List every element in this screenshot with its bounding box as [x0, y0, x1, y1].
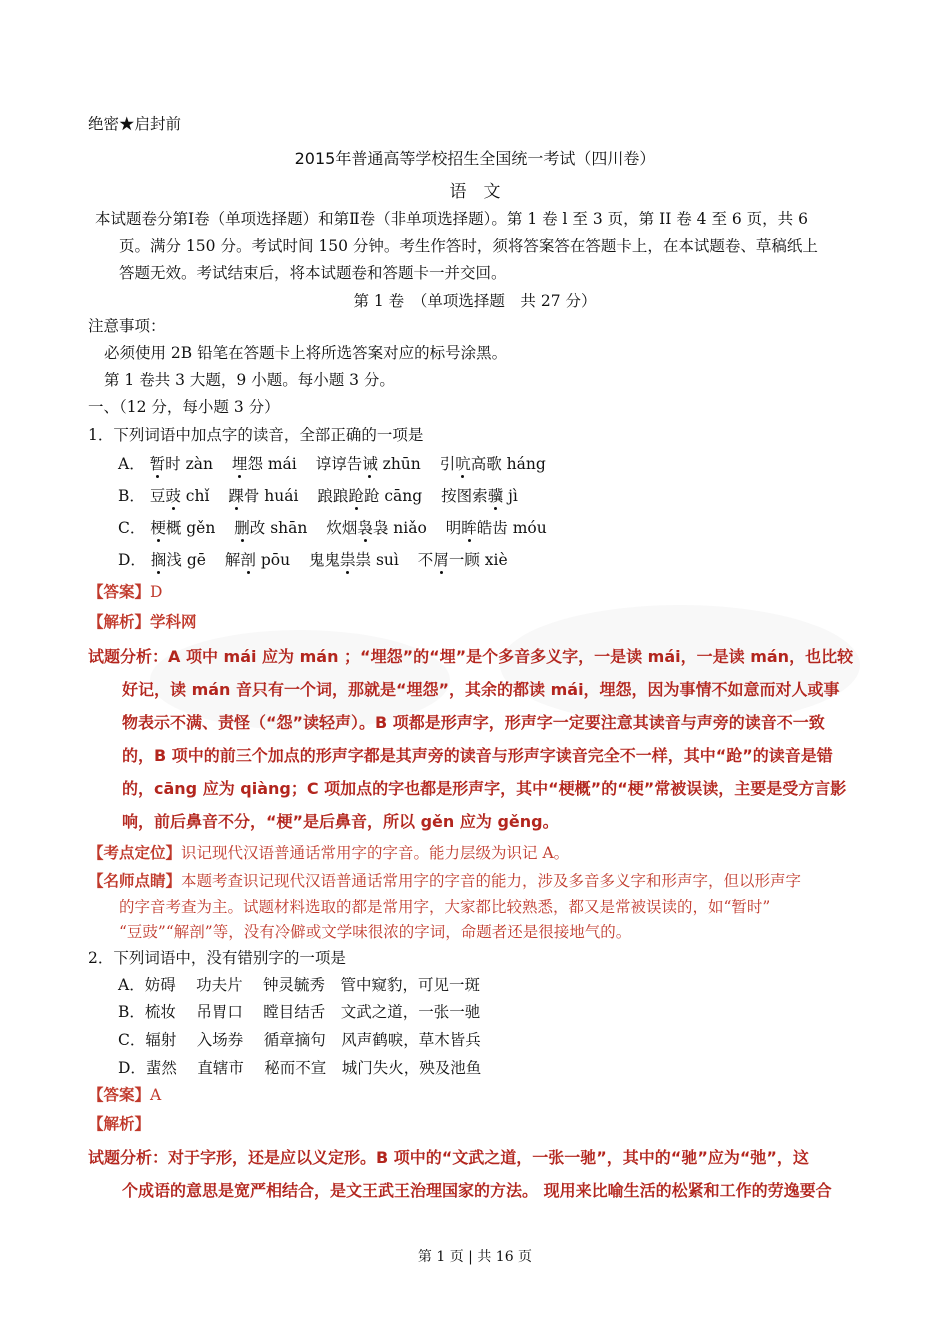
answer-value: D — [150, 583, 163, 601]
q1-option-a — [118, 454, 560, 474]
secret-mark: 绝密★启封前 — [88, 115, 182, 133]
q1-analysis-line-3: 物表示不满、责怪（“怨”读轻声）。B 项都是形声字，形声字一定要注意其读音与声旁的读音不一致 — [122, 713, 825, 732]
option-word: 搁浅 gē — [150, 551, 206, 569]
intro-line-3: 答题无效。考试结束后，将本试题卷和答题卡一并交回。 — [119, 264, 507, 282]
subject-title: 语 文 — [449, 182, 501, 202]
option-word: 踉踉跄跄 cāng — [317, 487, 423, 505]
notice-label: 注意事项： — [88, 317, 166, 335]
option-word: 明眸皓齿 móu — [445, 519, 547, 537]
option-letter: A． — [118, 455, 145, 473]
q1-answer — [88, 582, 162, 602]
q1-analysis-line-1: 试题分析：A 项中 mái 应为 mán ；“埋怨”的“埋”是个多音多义字，一是读 mái，一是读 mán，也比较 — [88, 647, 854, 666]
q2-option-d: D．蜚然 直辖市 秘而不宣 城门失火，殃及池鱼 — [118, 1059, 482, 1077]
q1-analysis-heading — [88, 612, 197, 632]
option-word: 暂时 zàn — [149, 455, 213, 473]
option-word: 解剖 pōu — [224, 551, 291, 569]
option-word: 埋怨 mái — [231, 455, 297, 473]
kaodian-text: 识记现代汉语普通话常用字的字音。能力层级为识记 A。 — [181, 844, 570, 862]
mingshi-label: 【名师点睛】 — [88, 871, 182, 890]
page-footer: 第 1 页 | 共 16 页 — [417, 1249, 533, 1265]
volume-title: 第 1 卷 （单项选择题 共 27 分） — [353, 292, 597, 310]
section-heading: 一、（12 分，每小题 3 分） — [88, 398, 280, 416]
q1-mingshi-1 — [88, 871, 801, 891]
q1-kaodian — [88, 843, 569, 863]
mingshi-text: 本题考查识记现代汉语普通话常用字的字音的能力，涉及多音多义字和形声字，但以形声字 — [181, 872, 802, 890]
analysis-label: 【解析】 — [88, 612, 151, 631]
q1-analysis-line-2: 好记，读 mán 音只有一个词，那就是“埋怨”，其余的都读 mái，埋怨，因为事情不如意而对人或事 — [122, 680, 840, 699]
q2-analysis-heading — [88, 1114, 150, 1134]
q1-mingshi-3: “豆豉”“解剖”等，没有冷僻或文学味很浓的字词，命题者还是很接地气的。 — [119, 923, 632, 941]
intro-line-2: 页。满分 150 分。考试时间 150 分钟。考生作答时，须将答案答在答题卡上，在本试题卷、草稿纸上 — [119, 237, 818, 255]
option-word: 不屑一顾 xiè — [417, 551, 508, 569]
option-word: 梗概 gěn — [150, 519, 216, 537]
option-letter: B． — [118, 487, 145, 505]
kaodian-label: 【考点定位】 — [88, 843, 182, 862]
option-word: 引吭高歌 háng — [439, 455, 546, 473]
q2-option-b: B．梳妆 吊胃口 瞠目结舌 文武之道，一张一驰 — [118, 1003, 481, 1021]
option-letter: D． — [118, 551, 146, 569]
q1-mingshi-2: 的字音考查为主。试题材料选取的都是常用字，大家都比较熟悉，都又是常被误读的，如“暂时” — [119, 898, 771, 916]
question-2-stem: 2．下列词语中，没有错别字的一项是 — [88, 949, 346, 967]
notice-1: 必须使用 2B 铅笔在答题卡上将所选答案对应的标号涂黑。 — [104, 344, 508, 362]
intro-line-1: 本试题卷分第Ⅰ卷（单项选择题）和第Ⅱ卷（非单项选择题）。第 1 卷 l 至 3 页，第 II 卷 4 至 6 页，共 6 — [95, 210, 808, 228]
option-word: 踝骨 huái — [228, 487, 299, 505]
notice-2: 第 1 卷共 3 大题，9 小题。每小题 3 分。 — [104, 371, 395, 389]
answer-label: 【答案】 — [88, 1085, 151, 1104]
q2-option-a: A．妨碍 功夫片 钟灵毓秀 管中窥豹，可见一斑 — [118, 976, 481, 994]
analysis-label: 【解析】 — [88, 1114, 151, 1133]
answer-value: A — [150, 1086, 162, 1104]
analysis-source: 学科网 — [150, 612, 197, 631]
q2-answer — [88, 1085, 161, 1105]
option-word: 鬼鬼祟祟 suì — [309, 551, 399, 569]
q2-option-c: C．辐射 入场券 循章摘句 风声鹤唳，草木皆兵 — [118, 1031, 481, 1049]
q2-analysis-line-2: 个成语的意思是宽严相结合，是文王武王治理国家的方法。 现用来比喻生活的松紧和工作的劳逸要合 — [122, 1181, 832, 1200]
option-word: 删改 shān — [234, 519, 308, 537]
q2-analysis-line-1: 试题分析：对于字形，还是应以义定形。B 项中的“文武之道，一张一驰”，其中的“驰”应为“弛”，这 — [88, 1148, 809, 1167]
q1-analysis-line-5: 的，cāng 应为 qiàng；C 项加点的字也都是形声字，其中“梗概”的“梗”常被误读，主要是受方言影 — [122, 779, 847, 798]
option-word: 谆谆告诫 zhūn — [315, 455, 421, 473]
option-word: 豆豉 chǐ — [149, 487, 210, 505]
q1-analysis-line-4: 的，B 项中的前三个加点的形声字都是其声旁的读音与形声字读音完全不一样，其中“跄”的读音是错 — [122, 746, 833, 765]
answer-label: 【答案】 — [88, 582, 151, 601]
q1-option-c — [118, 518, 561, 538]
q1-analysis-line-6: 响，前后鼻音不分，“梗”是后鼻音，所以 gěn 应为 gěng。 — [122, 812, 559, 831]
question-1-stem: 1．下列词语中加点字的读音，全部正确的一项是 — [88, 426, 424, 444]
option-letter: C． — [118, 519, 146, 537]
q1-option-b — [118, 486, 532, 506]
option-word: 按图索骥 jì — [441, 487, 518, 505]
q1-option-d — [118, 550, 522, 570]
exam-title: 2015年普通高等学校招生全国统一考试（四川卷） — [294, 149, 656, 168]
option-word: 炊烟袅袅 niǎo — [326, 519, 427, 537]
